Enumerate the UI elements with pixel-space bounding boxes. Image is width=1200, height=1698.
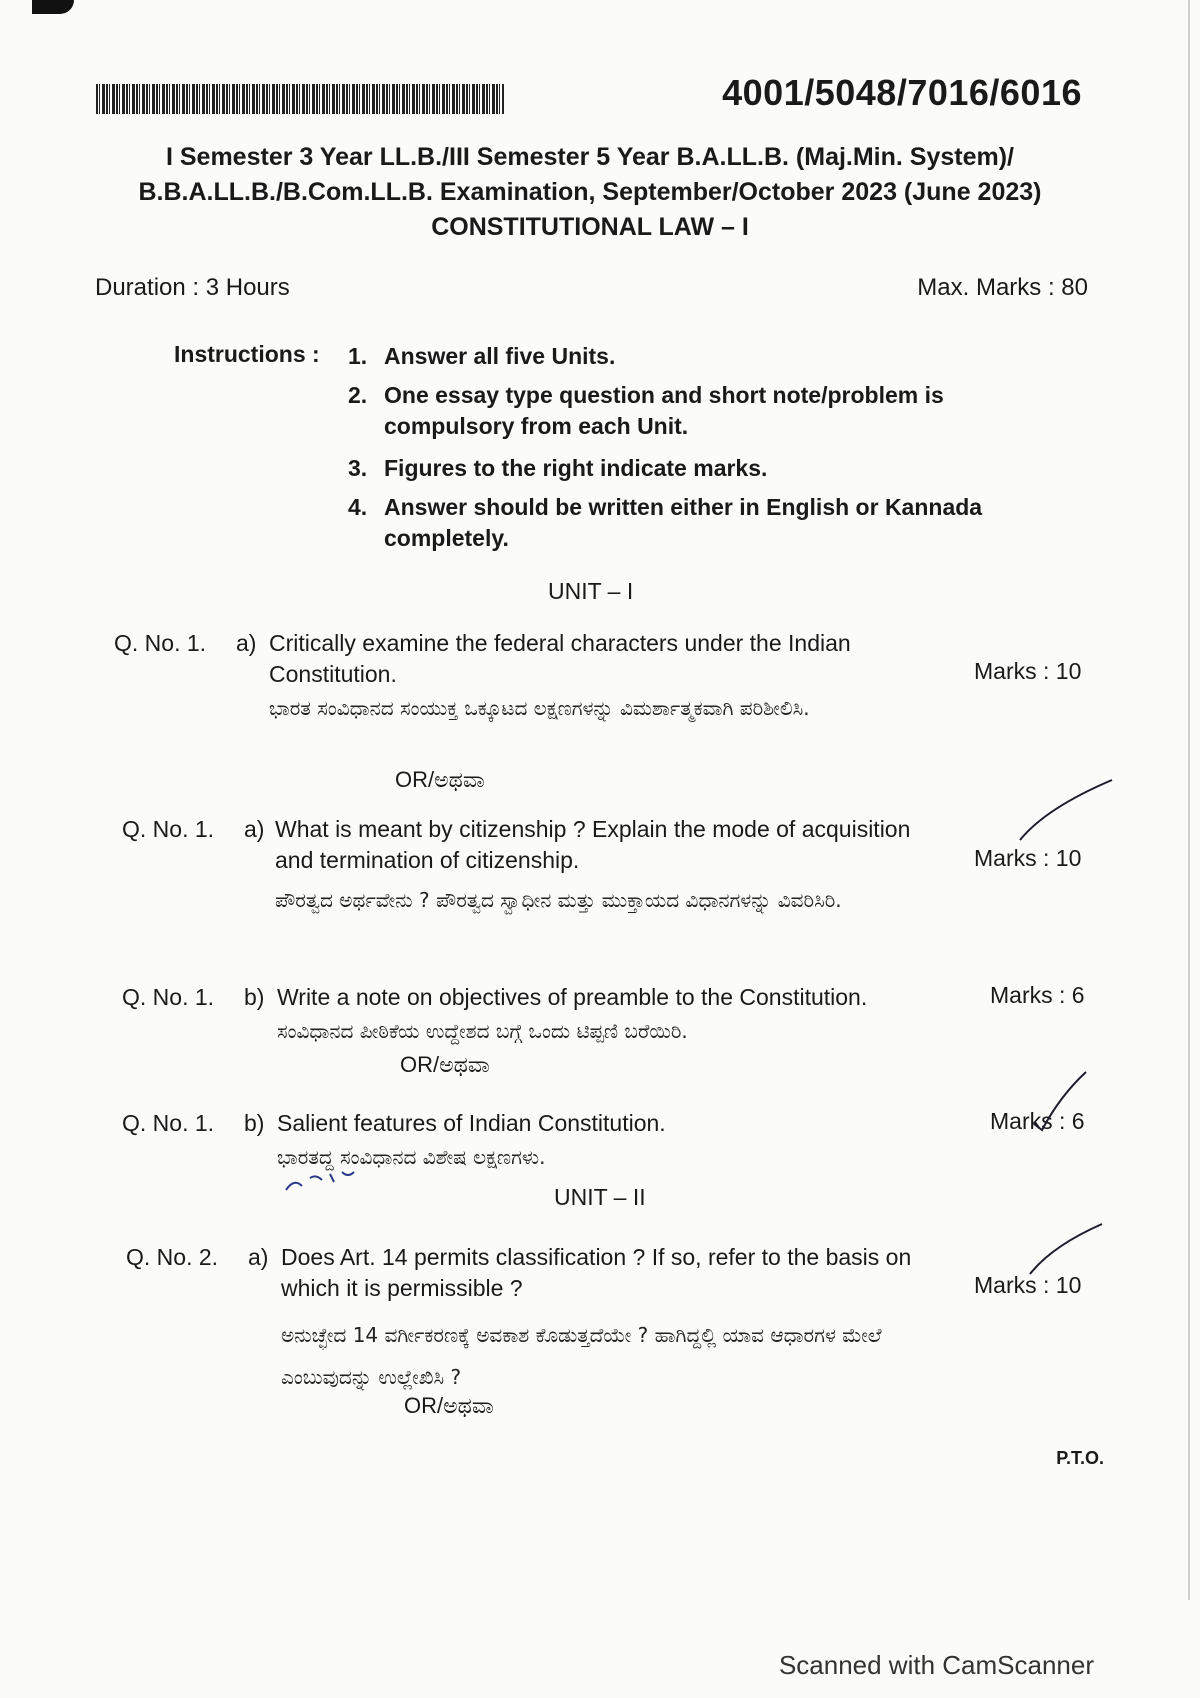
- or-separator: OR/ಅಥವಾ: [400, 1052, 490, 1077]
- question-text: [281, 1242, 951, 1398]
- question-number: Q. No. 1.: [114, 630, 207, 656]
- marks-label: Marks : 10: [974, 658, 1082, 684]
- question-part: a): [248, 1244, 269, 1270]
- exam-header: [90, 140, 1090, 245]
- instruction-text: Answer all five Units.: [384, 343, 616, 369]
- instructions-label: Instructions :: [174, 341, 320, 367]
- question-text-kannada: ಅನುಚ್ಛೇದ 14 ವರ್ಗೀಕರಣಕ್ಕೆ ಅವಕಾಶ ಕೊಡುತ್ತದೆಯೇ ? ಹಾಗಿದ್ದಲ್ಲಿ ಯಾವ ಆಧಾರಗಳ ಮೇಲೆ ಎಂಬುವುದನ್ನು ಉಲ್ಲೇಖಿಸಿ ?: [281, 1323, 882, 1389]
- exam-title-line2: B.B.A.LL.B./B.Com.LL.B. Examination, September/October 2023 (June 2023): [138, 178, 1042, 206]
- question-text-english: Write a note on objectives of preamble to the Constitution.: [277, 984, 868, 1010]
- question-text-kannada: ಭಾರತದ್ದ ಸಂವಿಧಾನದ ವಿಶೇಷ ಲಕ್ಷಣಗಳು.: [277, 1145, 546, 1169]
- pto-label: P.T.O.: [1056, 1448, 1104, 1468]
- question-number: Q. No. 1.: [122, 984, 215, 1010]
- question-text: [277, 1108, 977, 1174]
- unit-heading: UNIT – I: [548, 578, 634, 604]
- page-edge: [1188, 0, 1190, 1600]
- instruction-text: One essay type question and short note/problem is compulsory from each Unit.: [384, 382, 944, 439]
- question-text-kannada: ಪೌರತ್ವದ ಅರ್ಥವೇನು ? ಪೌರತ್ವದ ಸ್ವಾಧೀನ ಮತ್ತು ಮುಕ್ತಾಯದ ವಿಧಾನಗಳನ್ನು ವಿವರಿಸಿರಿ.: [275, 888, 842, 912]
- marks-label: Marks : 10: [974, 1272, 1082, 1298]
- handwritten-tick-icon: [1026, 1220, 1106, 1280]
- question-text: [277, 982, 977, 1048]
- question-part: a): [236, 630, 257, 656]
- instruction-item: [348, 453, 1068, 484]
- instruction-number: 3.: [348, 455, 368, 481]
- question-text-english: Salient features of Indian Constitution.: [277, 1110, 666, 1136]
- instruction-text: Answer should be written either in English or Kannada completely.: [384, 494, 983, 551]
- handwritten-tick-icon: [1030, 1068, 1090, 1134]
- unit-heading: UNIT – II: [554, 1184, 646, 1210]
- instruction-item: [348, 380, 1068, 442]
- question-text-english: Critically examine the federal characters under the Indian Constitution.: [269, 630, 851, 687]
- or-separator: OR/ಅಥವಾ: [404, 1393, 494, 1418]
- question-part: b): [244, 1110, 265, 1136]
- handwritten-tick-icon: [1016, 776, 1116, 846]
- marks-label: Marks : 10: [974, 845, 1082, 871]
- instruction-text: Figures to the right indicate marks.: [384, 455, 768, 481]
- marks-label: Marks : 6: [990, 982, 1085, 1008]
- instruction-item: [348, 492, 1068, 554]
- duration: Duration : 3 Hours: [95, 274, 290, 301]
- instruction-number: 2.: [348, 382, 368, 408]
- exam-title-line1: I Semester 3 Year LL.B./III Semester 5 Year B.A.LL.B. (Maj.Min. System)/: [165, 143, 1015, 171]
- or-separator: OR/ಅಥವಾ: [395, 767, 485, 792]
- question-text-kannada: ಭಾರತ ಸಂವಿಧಾನದ ಸಂಯುಕ್ತ ಒಕ್ಕೂಟದ ಲಕ್ಷಣಗಳನ್ನು ವಿಮರ್ಶಾತ್ಮಕವಾಗಿ ಪರಿಶೀಲಿಸಿ.: [269, 696, 810, 720]
- corner-mark: [32, 0, 74, 14]
- question-text-kannada: ಸಂವಿಧಾನದ ಪೀಠಿಕೆಯ ಉದ್ದೇಶದ ಬಗ್ಗೆ ಒಂದು ಟಿಪ್ಪಣಿ ಬರೆಯಿರಿ.: [277, 1019, 688, 1043]
- question-part: a): [244, 816, 265, 842]
- instruction-number: 4.: [348, 494, 368, 520]
- handwritten-scribble-icon: [282, 1164, 362, 1196]
- question-part: b): [244, 984, 265, 1010]
- question-text-english: What is meant by citizenship ? Explain the mode of acquisition and termination of citizenship.: [275, 816, 911, 873]
- question-number: Q. No. 1.: [122, 816, 215, 842]
- marks-label: Marks : 6: [990, 1108, 1085, 1134]
- question-text: [275, 814, 947, 917]
- barcode: [96, 84, 504, 114]
- instruction-number: 1.: [348, 343, 368, 369]
- paper-code: 4001/5048/7016/6016: [722, 72, 1082, 113]
- subject-title: CONSTITUTIONAL LAW – I: [431, 213, 749, 241]
- instruction-item: [348, 341, 1068, 372]
- question-number: Q. No. 2.: [126, 1244, 219, 1270]
- question-text-english: Does Art. 14 permits classification ? If so, refer to the basis on which it is permissible ?: [281, 1244, 912, 1301]
- question-text: [269, 628, 929, 725]
- question-number: Q. No. 1.: [122, 1110, 215, 1136]
- max-marks: Max. Marks : 80: [917, 274, 1088, 301]
- scanner-watermark: Scanned with CamScanner: [778, 1650, 1094, 1680]
